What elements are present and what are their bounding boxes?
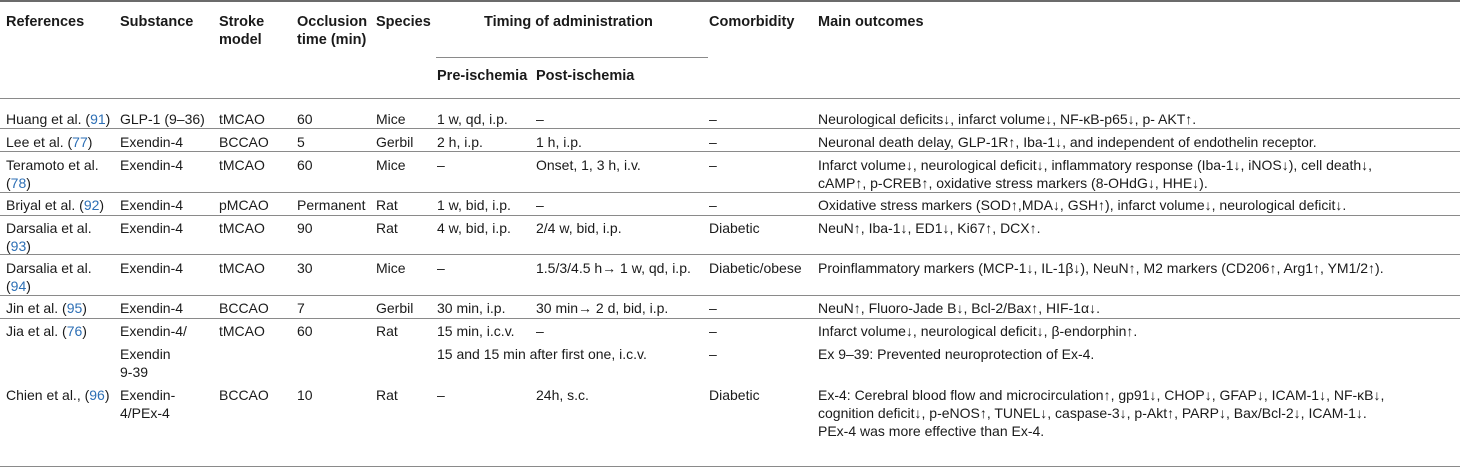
citation-link[interactable]: 76 — [66, 323, 83, 339]
comorbidity-cell: – — [709, 346, 717, 362]
pre-ischemia-cell: 2 h, i.p. — [437, 134, 483, 150]
substance-cell-cont: 9-39 — [120, 364, 149, 380]
post-ischemia-cell: – — [536, 197, 544, 213]
occlusion-time-cell: 5 — [297, 134, 305, 150]
comorbidity-cell: – — [709, 157, 717, 173]
occlusion-time-cell: Permanent — [297, 197, 366, 213]
reference-close-paren: ) — [82, 323, 87, 339]
top-rule — [0, 0, 1460, 2]
citation-link[interactable]: 96 — [89, 387, 105, 403]
post-ischemia-cell: – — [536, 111, 544, 127]
reference-cell — [6, 156, 99, 192]
substance-cell: Exendin — [120, 346, 171, 362]
post-ischemia-cell: Onset, 1, 3 h, i.v. — [536, 157, 641, 173]
substance-cell: Exendin-4 — [120, 157, 184, 173]
header-comorbidity: Comorbidity — [709, 14, 795, 30]
main-outcomes-line: Infarct volume↓, neurological deficit↓, inflammatory response (Iba-1↓, iNOS↓), cell death↓, — [818, 157, 1373, 173]
stroke-model-cell: BCCAO — [219, 300, 269, 316]
reference-cell — [6, 196, 104, 214]
substance-cell: Exendin-4 — [120, 260, 184, 276]
species-cell: Mice — [376, 157, 406, 173]
reference-text: Lee et al. ( — [6, 134, 73, 150]
row-divider — [0, 318, 1460, 319]
comorbidity-cell: Diabetic — [709, 387, 760, 403]
pre-ischemia-cell: 1 w, qd, i.p. — [437, 111, 508, 127]
citation-link[interactable]: 77 — [72, 134, 88, 150]
reference-cell — [6, 386, 110, 404]
comorbidity-cell: Diabetic — [709, 220, 760, 236]
main-outcomes-line: Proinflammatory markers (MCP-1↓, IL-1β↓), NeuN↑, M2 markers (CD206↑, Arg1↑, YM1/2↑). — [818, 260, 1384, 276]
species-cell: Rat — [376, 220, 398, 236]
substance-cell: Exendin-4 — [120, 197, 184, 213]
substance-cell: GLP-1 (9–36) — [120, 111, 205, 127]
header-occlusion-1: Occlusion — [297, 14, 368, 30]
main-outcomes-line: NeuN↑, Iba-1↓, ED1↓, Ki67↑, DCX↑. — [818, 220, 1041, 236]
citation-link[interactable]: 94 — [10, 278, 27, 294]
reference-text: Jia et al. ( — [6, 323, 67, 339]
reference-text: Teramoto et al. — [6, 157, 99, 173]
main-outcomes-line: Ex 9–39: Prevented neuroprotection of Ex-4. — [818, 346, 1095, 362]
species-cell: Rat — [376, 387, 398, 403]
reference-text: Darsalia et al. — [6, 260, 92, 276]
pre-ischemia-cell: 4 w, bid, i.p. — [437, 220, 511, 236]
species-cell: Mice — [376, 111, 406, 127]
pre-ischemia-cell: 15 min, i.c.v. — [437, 323, 515, 339]
header-pre-ischemia: Pre-ischemia — [437, 68, 528, 84]
pre-ischemia-cell: 1 w, bid, i.p. — [437, 197, 511, 213]
main-outcomes-line: Oxidative stress markers (SOD↑,MDA↓, GSH↑), infarct volume↓, neurological deficit↓. — [818, 197, 1347, 213]
reference-close-paren: ) — [104, 387, 110, 403]
reference-close-paren: ) — [26, 278, 31, 294]
stroke-model-cell: tMCAO — [219, 260, 265, 276]
stroke-model-cell: tMCAO — [219, 111, 265, 127]
reference-close-paren: ) — [82, 300, 87, 316]
row-divider — [0, 215, 1460, 216]
header-bottom-rule — [0, 98, 1460, 99]
main-outcomes-line: PEx-4 was more effective than Ex-4. — [818, 423, 1045, 439]
citation-link[interactable]: 93 — [10, 238, 27, 254]
citation-link[interactable]: 78 — [10, 175, 27, 191]
reference-text-cont: ( — [6, 278, 11, 294]
citation-link[interactable]: 92 — [83, 197, 100, 213]
pre-ischemia-cell: 15 and 15 min after first one, i.c.v. — [437, 346, 647, 362]
header-timing: Timing of administration — [484, 14, 653, 30]
species-cell: Mice — [376, 260, 406, 276]
occlusion-time-cell: 60 — [297, 111, 313, 127]
header-post-ischemia: Post-ischemia — [536, 68, 635, 84]
stroke-model-cell: pMCAO — [219, 197, 269, 213]
post-ischemia-cell: 30 min→ 2 d, bid, i.p. — [536, 300, 669, 316]
occlusion-time-cell: 60 — [297, 323, 313, 339]
row-divider — [0, 151, 1460, 152]
post-ischemia-cell: 24h, s.c. — [536, 387, 589, 403]
header-stroke-model-1: Stroke — [219, 14, 265, 30]
row-divider — [0, 128, 1460, 129]
post-ischemia-cell: 2/4 w, bid, i.p. — [536, 220, 622, 236]
header-references: References — [6, 14, 85, 30]
pre-ischemia-cell: 30 min, i.p. — [437, 300, 506, 316]
main-outcomes-line: Ex-4: Cerebral blood flow and microcirculation↑, gp91↓, CHOP↓, GFAP↓, ICAM-1↓, NF-κB↓, — [818, 387, 1385, 403]
reference-cell — [6, 133, 92, 151]
header-main-outcomes: Main outcomes — [818, 14, 924, 30]
reference-cell — [6, 299, 87, 317]
substance-cell: Exendin-4 — [120, 300, 184, 316]
reference-text-cont: ( — [6, 175, 11, 191]
row-divider — [0, 295, 1460, 296]
main-outcomes-line: cognition deficit↓, p-eNOS↑, TUNEL↓, caspase-3↓, p-Akt↑, PARP↓, Bax/Bcl-2↓, ICAM-1↓. — [818, 405, 1367, 421]
occlusion-time-cell: 7 — [297, 300, 305, 316]
header-substance: Substance — [120, 14, 194, 30]
reference-text: Briyal et al. ( — [6, 197, 84, 213]
citation-link[interactable]: 91 — [90, 111, 106, 127]
reference-close-paren: ) — [99, 197, 105, 213]
reference-text-cont: ( — [6, 238, 11, 254]
occlusion-time-cell: 10 — [297, 387, 313, 403]
reference-text: Chien et al., ( — [6, 387, 90, 403]
stroke-model-cell: BCCAO — [219, 387, 269, 403]
species-cell: Gerbil — [376, 300, 414, 316]
post-ischemia-cell: 1 h, i.p. — [536, 134, 582, 150]
reference-cell — [6, 259, 92, 295]
substance-cell-cont: 4/PEx-4 — [120, 405, 170, 421]
reference-cell — [6, 219, 92, 255]
reference-cell — [6, 110, 110, 128]
comorbidity-cell: Diabetic/obese — [709, 260, 802, 276]
main-outcomes-line: NeuN↑, Fluoro-Jade B↓, Bcl-2/Bax↑, HIF-1α↓. — [818, 300, 1100, 316]
stroke-model-cell: tMCAO — [219, 220, 265, 236]
species-cell: Rat — [376, 323, 398, 339]
occlusion-time-cell: 30 — [297, 260, 313, 276]
reference-close-paren: ) — [105, 111, 111, 127]
reference-text: Darsalia et al. — [6, 220, 92, 236]
reference-close-paren: ) — [26, 238, 31, 254]
pre-ischemia-cell: – — [437, 387, 445, 403]
stroke-model-cell: BCCAO — [219, 134, 269, 150]
citation-link[interactable]: 95 — [66, 300, 83, 316]
comorbidity-cell: – — [709, 300, 717, 316]
substance-cell: Exendin- — [120, 387, 176, 403]
occlusion-time-cell: 60 — [297, 157, 313, 173]
reference-cell — [6, 322, 87, 340]
header-species: Species — [376, 14, 431, 30]
main-outcomes-line: cAMP↑, p-CREB↑, oxidative stress markers (8-OHdG↓, HHE↓). — [818, 175, 1208, 191]
comorbidity-cell: – — [709, 197, 717, 213]
row-divider — [0, 192, 1460, 193]
timing-subrule — [436, 57, 708, 58]
post-ischemia-cell: 1.5/3/4.5 h→ 1 w, qd, i.p. — [536, 260, 691, 276]
pre-ischemia-cell: – — [437, 157, 445, 173]
main-outcomes-line: Neurological deficits↓, infarct volume↓, NF-κB-p65↓, p- AKT↑. — [818, 111, 1197, 127]
comorbidity-cell: – — [709, 111, 717, 127]
row-divider — [0, 254, 1460, 255]
stroke-model-cell: tMCAO — [219, 157, 265, 173]
reference-text: Jin et al. ( — [6, 300, 67, 316]
reference-text: Huang et al. ( — [6, 111, 91, 127]
header-stroke-model-2: model — [219, 32, 262, 48]
reference-close-paren: ) — [26, 175, 31, 191]
species-cell: Rat — [376, 197, 398, 213]
main-outcomes-line: Neuronal death delay, GLP-1R↑, Iba-1↓, and independent of endothelin receptor. — [818, 134, 1317, 150]
pre-ischemia-cell: – — [437, 260, 445, 276]
substance-cell: Exendin-4/ — [120, 323, 187, 339]
post-ischemia-cell: – — [536, 323, 544, 339]
header-occlusion-2: time (min) — [297, 32, 367, 48]
occlusion-time-cell: 90 — [297, 220, 313, 236]
reference-close-paren: ) — [87, 134, 93, 150]
comorbidity-cell: – — [709, 323, 717, 339]
substance-cell: Exendin-4 — [120, 134, 184, 150]
substance-cell: Exendin-4 — [120, 220, 184, 236]
comorbidity-cell: – — [709, 134, 717, 150]
species-cell: Gerbil — [376, 134, 414, 150]
main-outcomes-line: Infarct volume↓, neurological deficit↓, β-endorphin↑. — [818, 323, 1138, 339]
stroke-model-cell: tMCAO — [219, 323, 265, 339]
